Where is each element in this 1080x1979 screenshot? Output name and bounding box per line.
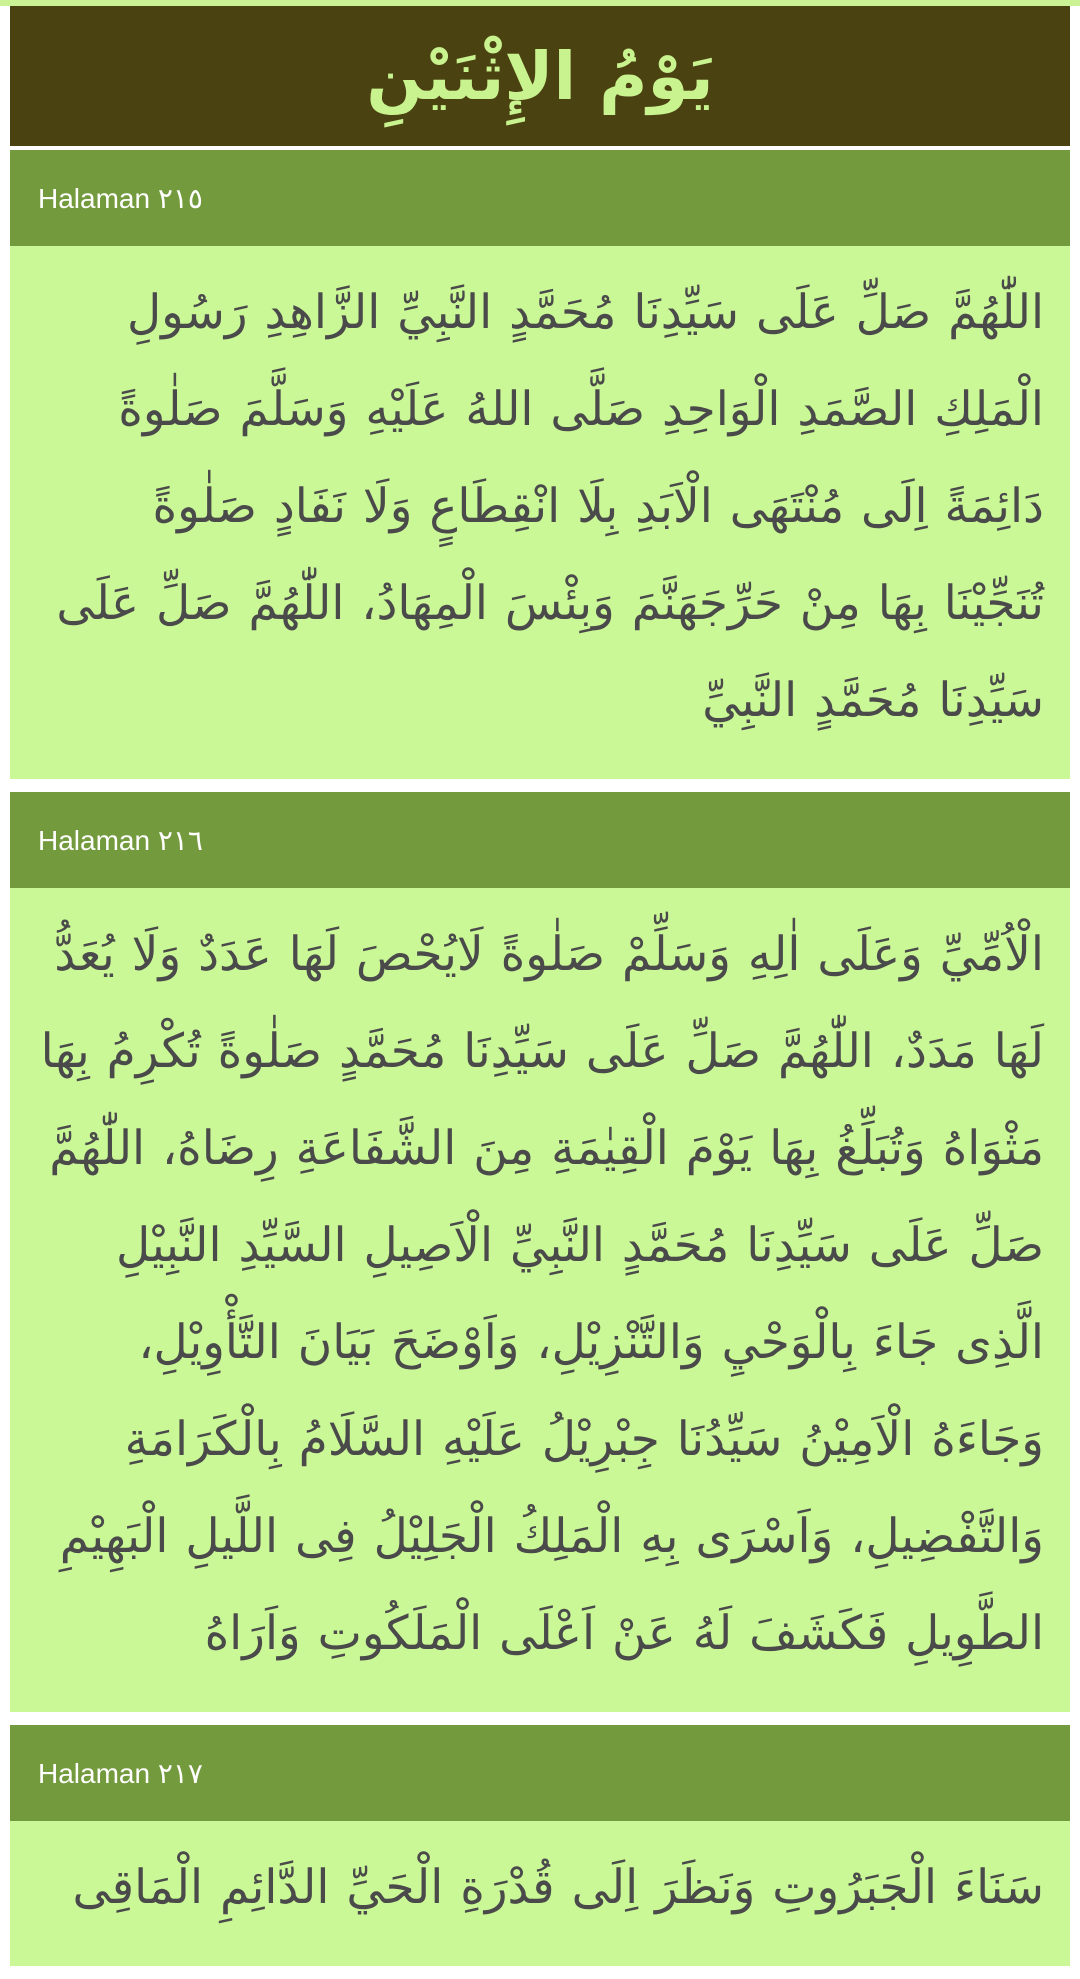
prayer-text: سَنَاءَ الْجَبَرُوتِ وَنَظَرَ اِلَى قُدْرَةِ الْحَيِّ الدَّائِمِ الْمَاقِى xyxy=(10,1821,1070,1966)
page-number-bar xyxy=(10,150,1070,246)
page-number-bar xyxy=(10,1725,1070,1821)
page-section xyxy=(10,1725,1070,1966)
page-section xyxy=(10,792,1070,1712)
page-number-label: Halaman ٢١٧ xyxy=(38,1757,203,1789)
page-number-label: Halaman ٢١٥ xyxy=(38,182,203,214)
page-title: يَوْمُ الإِثْنَيْنِ xyxy=(10,6,1070,150)
prayer-text: اللّٰهُمَّ صَلِّ عَلَى سَيِّدِنَا مُحَمَّدٍ النَّبِيِّ الزَّاهِدِ رَسُولِ الْمَلِكِ الصَّمَدِ الْوَاحِدِ صَلَّى اللهُ عَلَيْهِ وَسَلَّمَ صَلٰوةً دَائِمَةً اِلَى مُنْتَهَى الْاَبَدِ بِلَا انْقِطَاعٍ وَلَا نَفَادٍ صَلٰوةً تُنَجِّيْنَا بِهَا مِنْ حَرِّجَهَنَّمَ وَبِئْسَ الْمِهَادُ، اللّٰهُمَّ صَلِّ عَلَى سَيِّدِنَا مُحَمَّدٍ النَّبِيِّ xyxy=(10,246,1070,779)
prayer-text: الْاُمِّيِّ وَعَلَى اٰلِهِ وَسَلِّمْ صَلٰوةً لَايُحْصَ لَهَا عَدَدٌ وَلَا يُعَدُّ لَهَا مَدَدٌ، اللّٰهُمَّ صَلِّ عَلَى سَيِّدِنَا مُحَمَّدٍ صَلٰوةً تُكْرِمُ بِهَا مَثْوَاهُ وَتُبَلِّغُ بِهَا يَوْمَ الْقِيٰمَةِ مِنَ الشَّفَاعَةِ رِضَاهُ، اللّٰهُمَّ صَلِّ عَلَى سَيِّدِنَا مُحَمَّدٍ النَّبِيِّ الْاَصِيلِ السَّيِّدِ النَّبِيْلِ الَّذِى جَاءَ بِالْوَحْيِ وَالتَّنْزِيْلِ، وَاَوْضَحَ بَيَانَ التَّأْوِيْلِ، وَجَاءَهُ الْاَمِيْنُ سَيِّدُنَا جِبْرِيْلُ عَلَيْهِ السَّلَامُ بِالْكَرَامَةِ وَالتَّفْضِيلِ، وَاَسْرَى بِهِ الْمَلِكُ الْجَلِيْلُ فِى اللَّيلِ الْبَهِيْمِ الطَّوِيلِ فَكَشَفَ لَهُ عَنْ اَعْلَى الْمَلَكُوتِ وَاَرَاهُ xyxy=(10,888,1070,1712)
reader-container[interactable] xyxy=(10,6,1070,1979)
page-number-label: Halaman ٢١٦ xyxy=(38,824,203,856)
page-number-bar xyxy=(10,792,1070,888)
page-section xyxy=(10,150,1070,779)
